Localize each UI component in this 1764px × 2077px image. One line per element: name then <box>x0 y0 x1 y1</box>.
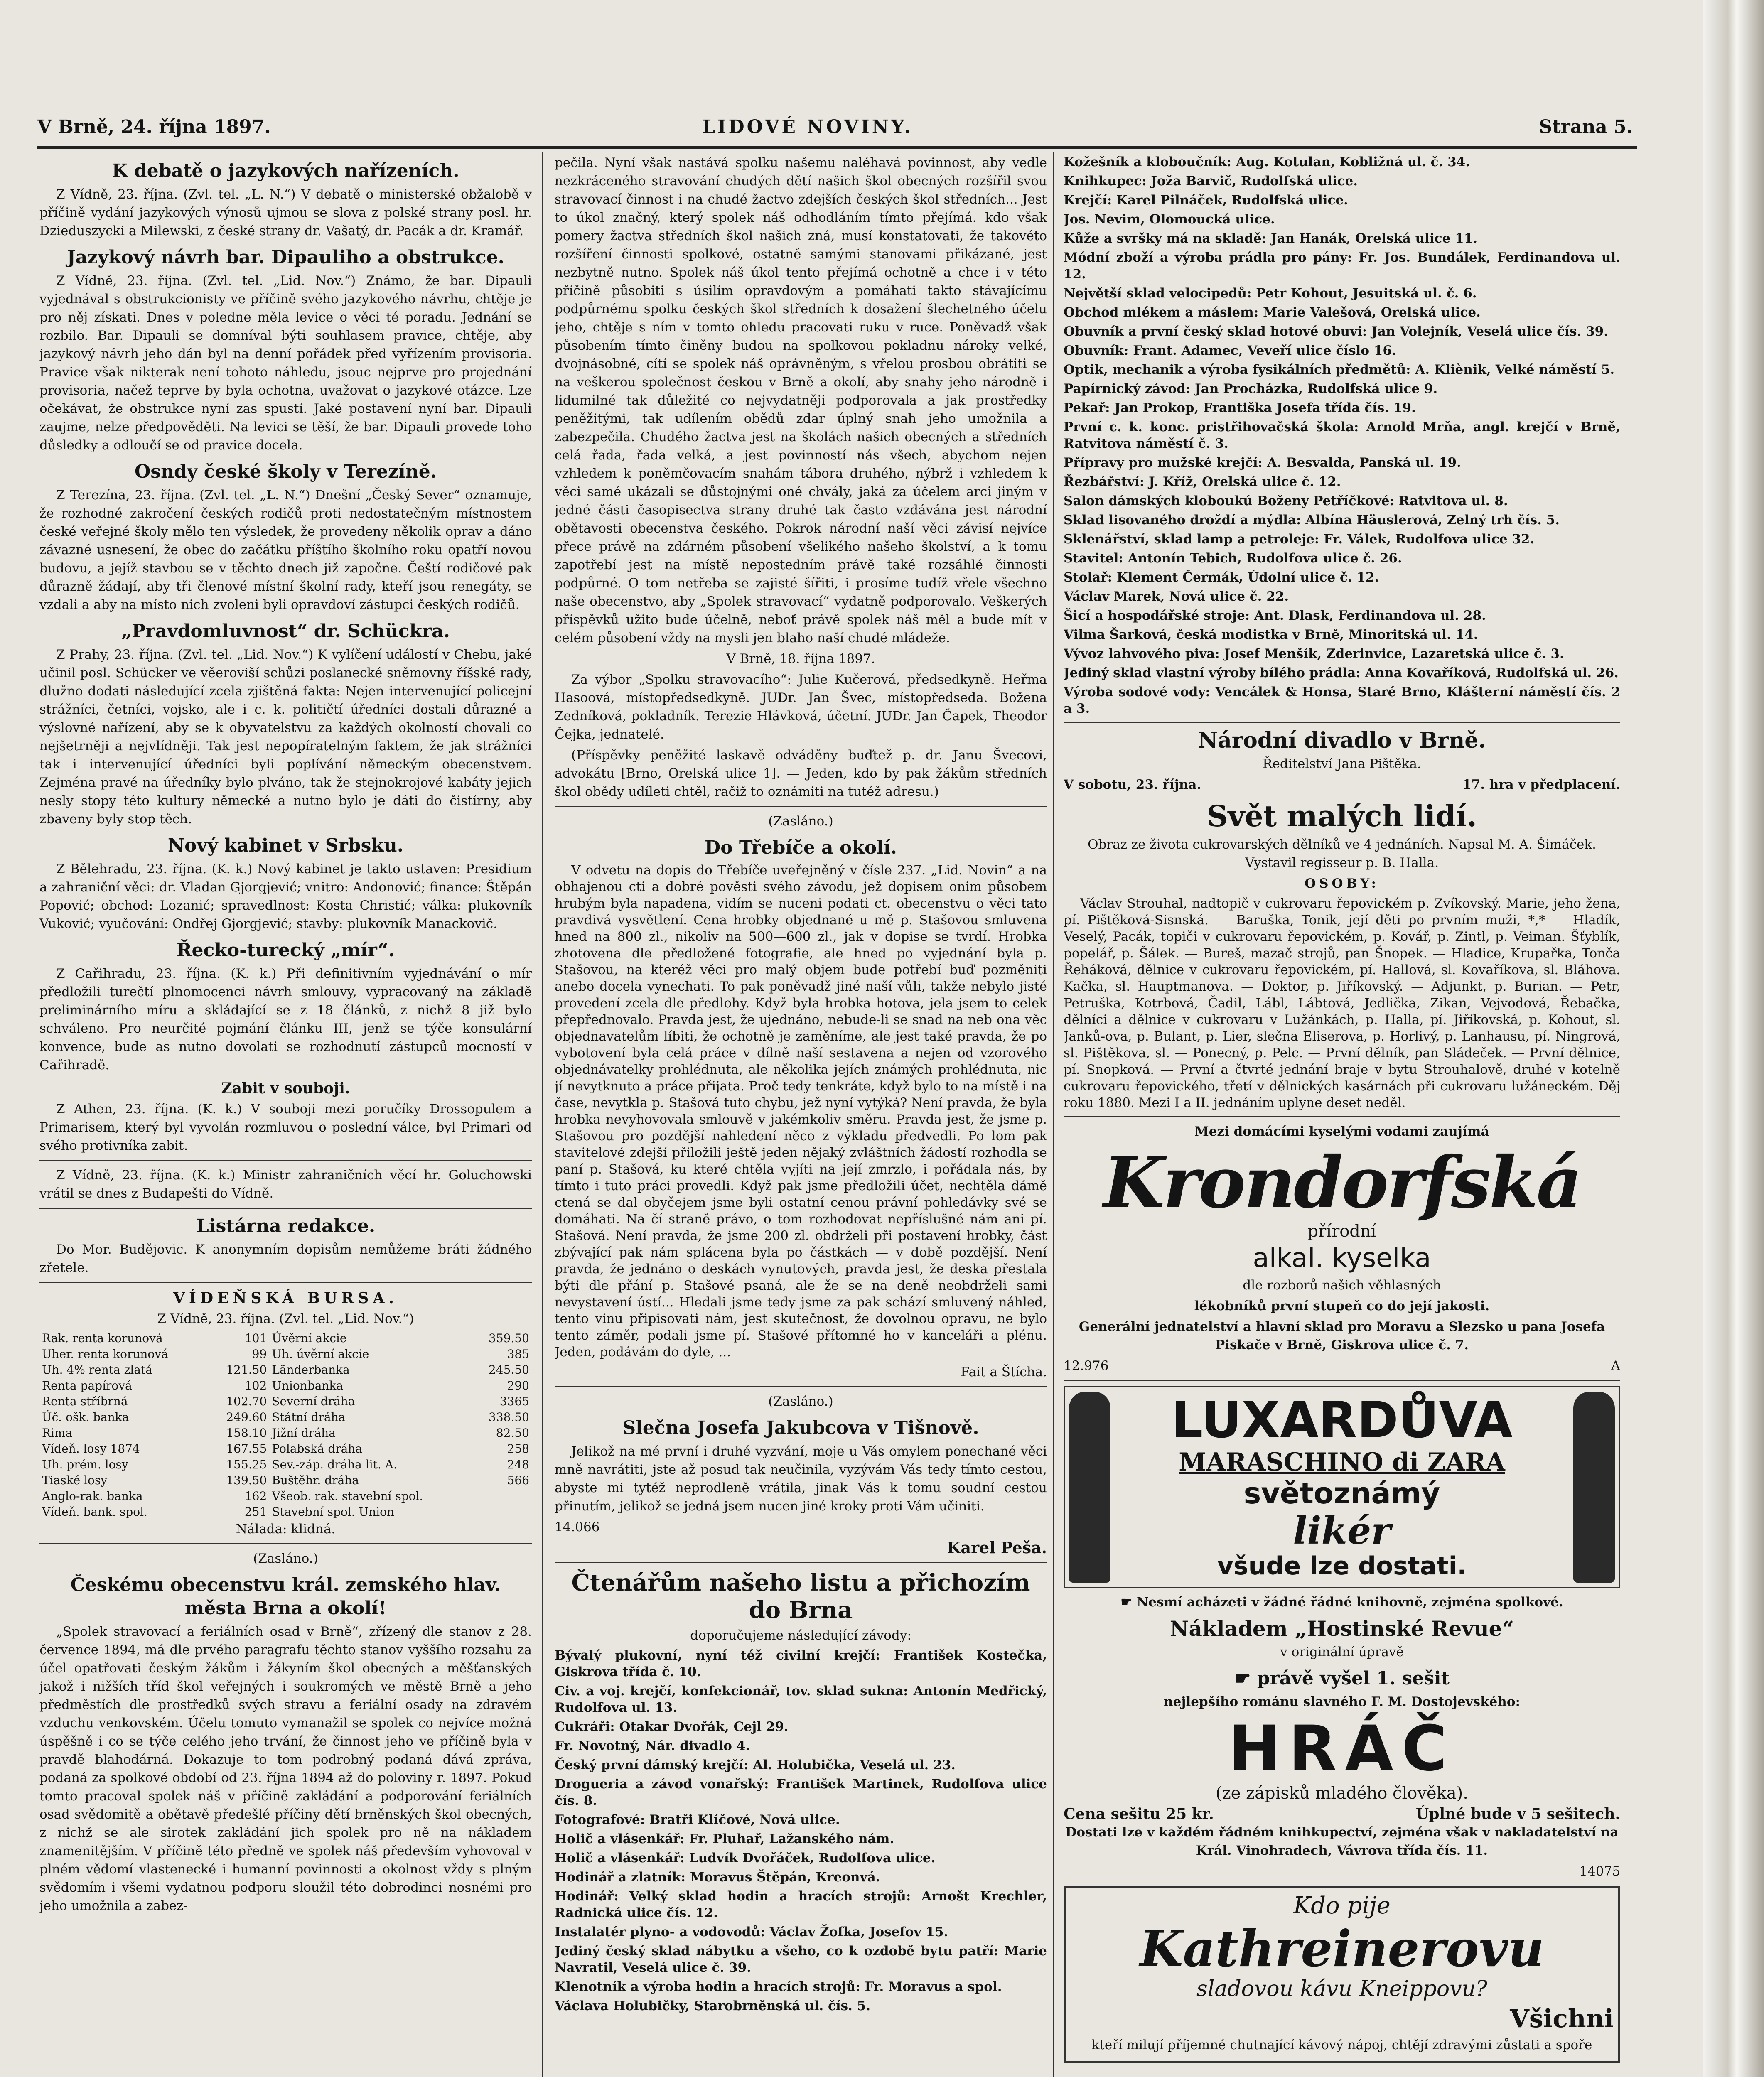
article-text: Z Vídně, 23. října. (Zvl. tel. „Lid. Nov.“) Známo, že bar. Dipauli vyjednával s obstrukcionisty ve příčině svého jazykového návrhu, chtěje je pro něj získati. Dnes v poledne měla levice o věci té poradu. Jednání se rozbilo. Bar. Dipauli se domníval býti souhlasem pravice, chtěje, aby jazykový návrh jeho dán byl na denní pořádek před vyřízením provisoria. Pravice však nikterak není tohoto náhledu, jsouc nejprve pro projednání provisoria, načež teprve by byla ochotna, uvažovat o jazykové otázce. Lze očekávat, že obstrukce nyní zas spustí. Jaké postavení nyní bar. Dipauli zaujme, nelze předpověděti. Na levici se těší, že bar. Dipauli provede toho důsledky a odloučí se od pravice docela. <box>39 273 532 453</box>
bursa-cell: Státní dráha <box>272 1410 346 1424</box>
theater-direction: Ředitelství Jana Pištěka. <box>1263 756 1421 771</box>
bursa-subtitle: Z Vídně, 23. října. (Zvl. tel. „Lid. Nov.“) <box>157 1311 414 1326</box>
hrac-title: HRÁČ <box>1228 1713 1456 1785</box>
theater-performance: 17. hra v předplacení. <box>1462 777 1620 792</box>
column-divider <box>1053 152 1054 2077</box>
bursa-cell: Severní dráha <box>272 1394 355 1408</box>
signature: Karel Peša. <box>947 1538 1047 1557</box>
bursa-cell: 155.25 <box>226 1458 267 1471</box>
directory-entry: Hodinář a zlatník: Moravus Štěpán, Kreonvá. <box>555 1870 880 1885</box>
article-text: Z Vídně, 23. října. (K. k.) Ministr zahraničních věcí hr. Goluchowski vrátil se dnes z Budapešti do Vídně. <box>39 1168 532 1201</box>
hrac-price-row <box>1064 1805 1620 1823</box>
kathreiner-answer: Všichni <box>1510 2004 1614 2033</box>
directory-entry: Módní zboží a výroba prádla pro pány: Fr. Jos. Bundálek, Ferdinandova ul. 12. <box>1064 250 1620 282</box>
signature-date: V Brně, 18. října 1897. <box>726 651 875 666</box>
play-title: Svět malých lidí. <box>1206 799 1477 833</box>
bursa-cell: Rima <box>42 1426 73 1440</box>
kathreiner-question: Kdo pije <box>1293 1892 1391 1919</box>
article-heading: Osndy české školy v Terezíně. <box>134 461 437 482</box>
kathreiner-logo: Kathreinerovu <box>1140 1920 1544 1978</box>
directory-entry: Papírnický závod: Jan Procházka, Rudolfská ulice 9. <box>1064 381 1438 396</box>
bursa-cell: Anglo-rak. banka <box>42 1489 143 1503</box>
directory-entry: Salon dámských kloboukú Boženy Petříčkové: Ratvitova ul. 8. <box>1064 493 1508 508</box>
directory-entry: Obuvník: Frant. Adamec, Veveří ulice číslo 16. <box>1064 343 1396 358</box>
bursa-row <box>39 1362 532 1378</box>
directory-entry: Jediný sklad vlastní výroby bílého prádla: Anna Kovaříková, Rudolfská ul. 26. <box>1064 665 1619 680</box>
business-directory <box>1064 154 1620 717</box>
bursa-cell: 249.60 <box>226 1410 267 1424</box>
bursa-table <box>39 1331 532 1520</box>
article-heading: K debatě o jazykových nařízeních. <box>112 160 459 182</box>
bursa-row <box>39 1473 532 1488</box>
directory-entry: Obuvník a první český sklad hotové obuvi: Jan Volejník, Veselá ulice čís. 39. <box>1064 324 1609 339</box>
article-text: Do Mor. Budějovic. K anonymním dopisům nemůžeme bráti žádného zřetele. <box>39 1242 532 1275</box>
bursa-cell: Renta papírová <box>42 1379 132 1392</box>
article-heading: Českému obecenstvu král. zemského hlav. města Brna a okolí! <box>70 1574 501 1619</box>
bursa-cell: 121.50 <box>226 1363 267 1377</box>
bursa-cell: 101 <box>244 1331 267 1345</box>
ad-number: 12.976 <box>1064 1358 1109 1373</box>
directory-entry: Výroba sodové vody: Vencálek & Honsa, Staré Brno, Klášterní náměstí čís. 2 a 3. <box>1064 685 1620 716</box>
article-heading: Nový kabinet v Srbsku. <box>167 835 404 856</box>
bursa-cell: 251 <box>244 1505 267 1519</box>
cast-label: OSOBY: <box>1305 876 1379 891</box>
krondorf-footer <box>1064 1357 1620 1375</box>
directory-entry: Fotografové: Bratři Klíčové, Nová ulice. <box>555 1812 840 1827</box>
hrac-edition: v originální úpravě <box>1280 1645 1404 1660</box>
hrac-issue: ☛ právě vyšel 1. sešit <box>1234 1668 1450 1689</box>
column-1 <box>39 154 532 2077</box>
cast-list: Václav Strouhal, nadtopič v cukrovaru řepovickém p. Zvíkovský. Marie, jeho žena, pí. Pištěková-Sisnská. — Baruška, Tonik, její děti po prvním muži, *,* — Hladík, Veselý, Pacák, topiči v cukrovaru řepovickém, p. Kovář, p. Zintl, p. Veiman. Šťyblík, popelář, p. Šálek. — Bureš, mazač strojů, pan Šnopek. — Hladice, Krupařka, Tonča Řeháková, dělnice v cukrovaru řepovickém, pí. Hallová, sl. Kovaříkova, sl. Bláhova. Kačka, sl. Hauptmanova. — Doktor, p. Jiříkovský. — Adjunkt, p. Burian. — Petr, Petruška, Kotrbová, Čadil, Lábl, Lábtová, Jedlička, Zikan, Vejvodová, Řebačka, dělníci a dělnice v cukrovaru v Lužánkách, p. Halla, pí. Jiříkovská, p. Kohout, sl. Janků-ova, p. Bulant, p. Lier, slečna Eliserova, p. Horlivý, p. Lanhausu, pí. Ningrová, sl. Pištěkova, sl. — Ponecný, p. Pelc. — První dělník, pan Sládeček. — První dělnice, pí. Snopková. — První a čtvrté jednání braje v bytu Strouhalově, druhé v kotelně cukrovaru řepovického, třetí v dělnických kasárnách při cukrovaru lužáneckém. Děj roku 1880. Mezi I a II. jednáním uplyne deset neděl. <box>1064 896 1620 1110</box>
article-text: Z Bělehradu, 23. října. (K. k.) Nový kabinet je takto ustaven: Presidium a zahraniční věci: dr. Vladan Gjorgjević; vnitro: Andonović; finance: Štěpán Popović; obchod: Lozanić; spravedlnost: Kosta Christić; válka: plukovník Vuković; vyučování: Ondřej Gjorgjević; stavby: plukovník Manackovič. <box>39 862 532 931</box>
bursa-note: Nálada: klidná. <box>236 1522 336 1537</box>
bursa-cell: Uh. úvěrní akcie <box>272 1347 369 1361</box>
directory-entry: Hodinář: Velký sklad hodin a hracích strojů: Arnošt Krechler, Radnická ulice čís. 12. <box>555 1889 1047 1920</box>
bursa-cell: Buštěhr. dráha <box>272 1473 359 1487</box>
hrac-author: nejlepšího románu slavného F. M. Dostojevského: <box>1164 1694 1520 1709</box>
krondorf-product: alkal. kyselka <box>1253 1243 1431 1274</box>
luxardo-advertisement <box>1064 1386 1620 1588</box>
article-heading: Do Třebíče a okolí. <box>705 837 897 858</box>
bursa-cell: 385 <box>507 1347 529 1361</box>
directory-entry: Klenotník a výroba hodin a hracích strojů: Fr. Moravus a spol. <box>555 1979 1002 1994</box>
directory-entry: Optik, mechanik a výroba fysikálních předmětů: A. Kliènik, Velké náměstí 5. <box>1064 362 1615 377</box>
hrac-availability: Dostati lze v každém řádném knihkupectví, zejména však v nakladatelství na Král. Vinohradech, Vávrova třída čís. 11. <box>1065 1825 1619 1858</box>
krondorf-logo: Krondorfská <box>1103 1141 1581 1224</box>
bursa-cell: 248 <box>507 1458 529 1471</box>
directory-entry: Šicí a hospodářské stroje: Ant. Dlask, Ferdinandova ul. 28. <box>1064 608 1486 623</box>
column-2 <box>555 154 1047 2077</box>
bursa-cell: 102.70 <box>226 1394 267 1408</box>
directory-entry: Vilma Šarková, česká modistka v Brně, Minoritská ul. 14. <box>1064 627 1478 642</box>
directory-entry: Sklad lisovaného droždí a mýdla: Albína Häuslerová, Zelný trh čís. 5. <box>1064 513 1560 528</box>
bursa-cell: 338.50 <box>489 1410 529 1424</box>
bottle-illustration <box>1573 1392 1615 1583</box>
directory-entry: Civ. a voj. krejčí, konfekcionář, tov. sklad sukna: Antonín Medřický, Rudolfova ul. 13. <box>555 1684 1047 1715</box>
theater-title: Národní divadlo v Brně. <box>1198 728 1486 753</box>
bursa-cell: 99 <box>252 1347 267 1361</box>
bursa-row <box>39 1409 532 1425</box>
bursa-cell: Uher. renta korunová <box>42 1347 168 1361</box>
kathreiner-advertisement <box>1064 1886 1620 2063</box>
directory-entry: Kůže a svršky má na skladě: Jan Hanák, Orelská ulice 11. <box>1064 231 1478 246</box>
directory-entry: Kožešník a kloboučník: Aug. Kotulan, Kobližná ul. č. 34. <box>1064 155 1470 169</box>
bursa-cell: Polabská dráha <box>272 1442 363 1456</box>
section-heading: Listárna redakce. <box>196 1215 376 1237</box>
article-text: V odvetu na dopis do Třebíče uveřejněný v čísle 237. „Lid. Novin“ a na obhajenou cti a dobré pověsti svého závodu, jež dopisem onim působem hrubým byla napadena, vidím se nuceni podati ct. obecenstvu o věci tato pravdivá vysvětlení. Cena hrobky objednané u mě p. Stašovou smluvena hned na 800 zl., nikoliv na 500—600 zl., jak v dopise se tvrdí. Hrobka zhotovena dle předložené fotografie, ale hned po vyjednání byla p. Stašovou, na kteréž věci pro malý objem bude potřebí buď pozměniti anebo docela vynechati. To pak poněvadž jiné naší vůli, takže nebylo jisté provedení zcela dle předlohy. Když byla hrobka hotova, jela jsem to celek přepřednovalo. Pravda jest, že ujednáno, nebude-li se snad na neb ona věc objednavatelům líbiti, že ochotně je zaměníme, ale jest také pravda, že po vybotovení byla celá práce v dílně naší sestavena a nejen od vzorového objednávatelky prohlédnuta, ale několika jejích známých prohlédnuta, nic jí nevytknuto a práce přijata. Proč tedy tenkráte, když bylo to na místě i na čase, nevytkla p. Stašová tuto chybu, jež nyní vytýká? Není pravda, že byla hrobka nevyhovovala smlouvě v jakémkoliv směru. Pravda jest, že jsme p. Stašovou pro pozdější nahledení něco z výkladu předvedli. Po lom pak stavitelové zdejší přiložili ještě jeden nějaký zvláštních žádostí rozhodla se paní p. Stašová, ku které chtěla vyjíti na její zmrzlo, i pořádala nás, by tímto i tuto práci provedli. Když pak jsme předložili účet, nechtěla dámě ctená se dal obyčejem jsme byli ostatní cenou právní pohledávky své se domáhati. Na čí straně právo, o tom rozhodovat nepříslušné nám ani pí. Stašová. Není pravda, že jsme 200 zl. obdrželi při postavení hrobky, část zbývající pak nám splácena byla po částkách — v době pozdější. Není pravda, že jednáno o deskách vynutových, pravda jest, že deska přestala býti dle přání p. Stašové psaná, ale že se na deně neobdrželi sami nevystavení ústí... Hledali jsme tedy jsme za pak schází smluvený náhled, tento vinu připisovati nám, jest skutečnost, že dovolnou opravu, ne bylo tento záměr, podali jsme pí. Stašové přítomné ho v kanceláři a plénu. Jeden, podávám do dyle, ... <box>555 863 1047 1360</box>
bursa-cell: Sev.-záp. dráha lit. A. <box>272 1458 397 1471</box>
directory-entry: Knihkupec: Joža Barvič, Rudolfská ulice. <box>1064 174 1358 189</box>
directory-entry: Krejčí: Karel Pilnáček, Rudolfská ulice. <box>1064 193 1348 208</box>
article-heading: „Pravdomluvnost“ dr. Schückra. <box>121 621 450 642</box>
bursa-cell: 102 <box>244 1379 267 1392</box>
luxardo-tagline: světoznámý <box>1243 1476 1440 1510</box>
directory-entry: Jediný český sklad nábytku a všeho, co k ozdobě bytu patří: Marie Navratil, Veselá ulice č. 39. <box>555 1944 1047 1975</box>
bursa-row <box>39 1394 532 1409</box>
directory-entry: Český první dámský krejčí: Al. Holubička, Veselá ul. 23. <box>555 1758 956 1773</box>
theater-date-row <box>1064 776 1620 794</box>
divider <box>555 806 1047 807</box>
bursa-cell: Vídeň. losy 1874 <box>42 1442 140 1456</box>
column-3 <box>1064 154 1620 2077</box>
article-text: (Příspěvky peněžité laskavě odváděny buďtež p. dr. Janu Švecovi, advokátu [Brno, Orelská ulice 1]. — Jeden, kdo by pak žákům středních škol obědy udíleti chtěl, račiž to oznámiti na tutéž adresu.) <box>555 748 1047 799</box>
bursa-row <box>39 1441 532 1457</box>
directory-entry: Přípravy pro mužské krejčí: A. Besvalda, Panská ul. 19. <box>1064 455 1461 470</box>
article-heading: Zabit v souboji. <box>221 1080 350 1097</box>
bursa-heading: VÍDEŇSKÁ BURSA. <box>173 1289 398 1307</box>
luxardo-availability: všude lze dostati. <box>1217 1552 1467 1581</box>
bursa-cell: Unionbanka <box>272 1379 344 1392</box>
directory-entry: Vývoz lahvového piva: Josef Menšík, Zderinvice, Lazaretská ulice č. 3. <box>1064 646 1564 661</box>
book-binding-edge <box>1703 0 1764 2077</box>
bursa-cell: Jižní dráha <box>272 1426 336 1440</box>
zaslano-label: (Zasláno.) <box>253 1551 318 1566</box>
directory-entry: Řezbářství: J. Kříž, Orelská ulice č. 12. <box>1064 474 1341 489</box>
bursa-cell: 167.55 <box>226 1442 267 1456</box>
directory-subheading: doporučujeme následující závody: <box>690 1628 911 1643</box>
bursa-cell: Länderbanka <box>272 1363 350 1377</box>
bottle-illustration <box>1069 1392 1110 1583</box>
divider <box>39 1282 532 1283</box>
hrac-price: Cena sešitu 25 kr. <box>1064 1805 1214 1823</box>
article-text: „Spolek stravovací a feriálních osad v Brně“, zřízený dle stanov z 28. července 1894, má dle prvého paragrafu těchto stanov vyššího rozsahu za účel opatřovati českým žákům i žákyním škol obecných a měšťanských jakož i nižších tříd škol veřejných i soukromých ve městě Brně a jeho předměstích dle prostředků svých stravu a feriální osady na zdravém vzduchu venkovském. Účelu tomuto vymanažil se spolek co nejvíce možná úspěšně i co se týče celého jeho trvání, že činnost jeho ve příčině byla v pravdě blahodárná. Dokazuje to tom podrobný podaná dává zpráva, podaná za spolkové období od 23. října 1894 až do poloviny r. 1897. Pokud tomto pracoval spolek náš v příčině zakládání a podporování feriálních osad svědomitě a obětavě předešlé příčiny dětí brněnských škol obecných, z nichž se ale sirotek zakládání jich spolek pro ně na nákladem znamenitějším. V příčině této předně ve spolek náš především vyhovoval v plném vědomí vlastenecké i humanní povinnosti a okolnost vždy s plným svědomím i všemi vydatnou podporu sloužil této dobrodinci nosnémi pro jeho umožnila a zabez- <box>39 1624 532 1913</box>
bursa-row <box>39 1378 532 1394</box>
bursa-cell <box>472 1504 532 1520</box>
bursa-cell: 359.50 <box>489 1331 529 1345</box>
business-directory <box>555 1647 1047 2014</box>
article-text: Z Terezína, 23. října. (Zvl. tel. „L. N.“) Dnešní „Český Sever“ oznamuje, že rozhodné zakročení českých rodičů proti nedostatečným místnostem české veřejné školy mělo ten výsledek, že provedeny několik oprav a dáno závazné usnesení, že obec do začátku příštího školního roku opatří novou budovu, a jejíž stavbou se v těchto dnech již započne. Čeští rodičové pak důrazně žádají, aby tři členové místní školní rady, kteří jsou renegáty, se vzdali a aby na místo nich zvoleni byli opravdoví zástupci českých rodičů. <box>39 488 532 612</box>
directory-entry: Jos. Nevim, Olomoucká ulice. <box>1064 212 1275 227</box>
bursa-cell: 162 <box>244 1489 267 1503</box>
divider <box>39 1208 532 1209</box>
bursa-cell: Rak. renta korunová <box>42 1331 163 1345</box>
hrac-publisher: Nákladem „Hostinské Revue“ <box>1169 1616 1514 1641</box>
bursa-cell: Renta stříbrná <box>42 1394 128 1408</box>
directory-entry: Stolař: Klement Čermák, Údolní ulice č. 12. <box>1064 570 1379 585</box>
bursa-cell <box>472 1488 532 1504</box>
article-text: Za výbor „Spolku stravovacího“: Julie Kučerová, předsedkyně. Heřma Hasoová, místopředsedkyně. JUDr. Jan Švec, místopředseda. Božena Zedníková, pokladník. Terezie Hlávková, účetní. JUDr. Jan Čapek, Theodor Čejka, jednatelé. <box>555 672 1047 742</box>
article-text: Z Cařihradu, 23. října. (K. k.) Při definitivním vyjednávání o mír předložili turečtí plnomocenci návrh smlouvy, vypracovaný na základě preliminárního míru a skládající se z 18 článků, z nichž 8 již bylo schváleno. Pro neurčité pojmání článku III, jenž se týče konsulární konvence, bude as nutno dovolati se rozhodnutí zástupců mocností v Cařihradě. <box>39 966 532 1073</box>
bursa-cell: Uh. 4% renta zlatá <box>42 1363 152 1377</box>
header-rule <box>37 146 1637 149</box>
article-text: Jelikož na mé první i druhé vyzvání, moje u Vás omylem ponechané věci mně navrátiti, jste až posud tak neučinila, vyzývám Vás tedy tímto cestou, abyste mi tytéž neprodleně vrátila, jinak Vás k tomu soudní cestou přinutím, jelikož se jedná jsem nucen jiné kroky proti Vám učiniti. <box>555 1444 1047 1514</box>
luxardo-product: MARASCHINO di ZARA <box>1179 1448 1505 1477</box>
pointing-hand-icon: ☛ <box>1120 1595 1133 1610</box>
directory-entry: Obchod mlékem a máslem: Marie Valešová, Orelská ulice. <box>1064 305 1481 320</box>
directory-entry: Stavitel: Antonín Tebich, Rudolfova ulice č. 26. <box>1064 551 1402 566</box>
kathreiner-product: sladovou kávu Kneippovu? <box>1196 1976 1487 2001</box>
hrac-note: ☛ Nesmí acházeti v žádné řádné knihovně, zejména spolkové. <box>1120 1595 1563 1610</box>
header-paper-title: LIDOVÉ NOVINY. <box>702 116 913 137</box>
directory-entry: Václav Marek, Nová ulice č. 22. <box>1064 589 1289 604</box>
ad-mark: A <box>1611 1358 1620 1373</box>
bursa-cell: 3365 <box>499 1394 529 1408</box>
divider <box>1064 1116 1620 1117</box>
bursa-row <box>39 1488 532 1504</box>
luxardo-text <box>1116 1394 1567 1581</box>
running-header <box>37 116 1633 150</box>
krondorf-agent: Generální jednatelství a hlavní sklad pro Moravu a Slezsko u pana Josefa Piskače v Brně, Giskrova ulice č. 7. <box>1079 1319 1605 1353</box>
bursa-cell: 82.50 <box>496 1426 529 1440</box>
header-date: V Brně, 24. října 1897. <box>37 116 271 137</box>
hrac-subtitle: (ze zápisků mladého člověka). <box>1216 1784 1468 1803</box>
hrac-completion: Úplné bude v 5 sešitech. <box>1415 1805 1620 1823</box>
signature: Fait a Štícha. <box>961 1365 1047 1380</box>
pointing-hand-icon: ☛ <box>1234 1668 1251 1689</box>
kathreiner-text: kteří milují příjemné chutnající kávový nápoj, chtějí zdravými zůstati a spoře <box>1091 2038 1592 2052</box>
bursa-cell: Úč. ošk. banka <box>42 1410 129 1424</box>
directory-entry: Pekař: Jan Prokop, Františka Josefa třída čís. 19. <box>1064 400 1416 415</box>
directory-entry: První c. k. konc. pristřihovačská škola: Arnold Mrňa, angl. krejčí v Brně, Ratvitova náměstí č. 3. <box>1064 420 1620 451</box>
directory-entry: Holič a vlásenkář: Ludvík Dvořáček, Rudolfova ulice. <box>555 1851 936 1866</box>
bursa-cell: Uh. prém. losy <box>42 1458 128 1471</box>
luxardo-liqueur: likér <box>1293 1509 1391 1553</box>
bursa-row <box>39 1504 532 1520</box>
bursa-cell: 245.50 <box>489 1363 529 1377</box>
article-heading: Řecko-turecký „mír“. <box>176 940 395 961</box>
directory-entry: Cukráři: Otakar Dvořák, Cejl 29. <box>555 1719 789 1734</box>
directory-entry: Václava Holubičky, Starobrněnská ul. čís. 5. <box>555 1998 871 2013</box>
bursa-cell: 258 <box>507 1442 529 1456</box>
bursa-cell: Tiaské losy <box>42 1473 108 1487</box>
bursa-cell: Všeob. rak. stavební spol. <box>272 1489 423 1503</box>
article-heading: Jazykový návrh bar. Dipauliho a obstrukce. <box>67 247 504 268</box>
column-divider <box>542 152 543 2077</box>
directory-entry: Bývalý plukovní, nyní též civilní krejčí: František Kostečka, Giskrova třída č. 10. <box>555 1648 1047 1679</box>
directory-entry: Největší sklad velocipedů: Petr Kohout, Jesuitská ul. č. 6. <box>1064 286 1477 301</box>
divider <box>39 1543 532 1544</box>
krondorf-claim: dle rozborů našich věhlasných <box>1243 1278 1441 1293</box>
directory-entry: Drogueria a závod vonařský: František Martinek, Rudolfova ulice čís. 8. <box>555 1777 1047 1808</box>
play-description: Obraz ze života cukrovarských dělníků ve 4 jednáních. Napsal M. A. Šimáček. Vystavil regisseur p. B. Halla. <box>1088 837 1596 870</box>
krondorf-advertisement <box>1064 1122 1620 1375</box>
bursa-row <box>39 1425 532 1441</box>
bursa-row <box>39 1331 532 1346</box>
directory-heading: Čtenářům našeho listu a přichozím do Brna <box>571 1569 1030 1624</box>
ad-number: 14075 <box>1579 1864 1620 1879</box>
article-heading: Slečna Josefa Jakubcova v Tišnově. <box>622 1417 979 1439</box>
article-text: pečila. Nyní však nastává spolku našemu naléhavá povinnost, aby vedle nezkráceného stravování chudých dětí našich škol obecných rozšířil svou stravovací činnost i na chudé žactvo zdejších českých škol středních... Jest to úkol značný, který spolek náš odhodláním tímto přejímá. kdo však pomery žactva středních škol našich zná, musí konstatovati, že takovéto rozšíření činnosti spolkové, ostatně samými stanovami přikázané, jest nezbytně nutno. Spolek náš úkol tento přejímá ochotně a chce i v této příčině působiti s úsilím opravdovým a pomáhati takto stávajícímu podpůrnému spolku českých škol středních k dosažení šlechetného účelu jeho, chtěje s ním v tomto ohledu pracovati ruku v ruce. Poněvadž však působením tímto činěny budou na spolkovou pokladnu nároky velké, dvojnásobné, cítí se spolek náš oprávněným, s vřelou prosbou obrátiti se na veškerou společnost českou v Brně a okolí, aby snahy jeho národně i lidumilné tak důležité co nejvydatněji podporovala a jak prostředky peněžitými, tak udílením obědů zdar úplný snah jeho umožnila a zabezpečila. Chudého žactva jest na školách našich obecných a středních celá řada, řada velká, a jest povinností nás všech, abychom nejen vzhledem k poněmčovacím snahám tábora druhého, nýbrž i vzhledem k věci samé ukázali se důstojnými oné chvály, jaká za účelem arci jiným v jedné části časopisectva strany druhé tak často vzdávána jest národní obětavosti obecenstva českého. Pokrok národní naší věci závisí nejvíce přece právě na zdárném působení všelikého našeho školství, a k tomu zapotřebí jest na místě nepostedním právě také rozsáhlé činnosti podpůrné. O tom netřeba se zajisté šířiti, i prosíme tudíž vřele všechno naše obecenstvo, aby „Spolek stravovací“ vydatně podporovalo. Veškerých příspěvků užito bude účelně, neboť právě spolek náš měl a bude mít v celém působení vždy na mysli jen blaho naší chudé mládeže. <box>555 155 1047 646</box>
bursa-cell: 158.10 <box>226 1426 267 1440</box>
bursa-row <box>39 1346 532 1362</box>
zaslano-label: (Zasláno.) <box>768 814 833 829</box>
divider <box>555 1386 1047 1387</box>
zaslano-label: (Zasláno.) <box>768 1394 833 1409</box>
divider <box>39 1160 532 1161</box>
divider <box>1064 1380 1620 1381</box>
krondorf-subtitle: přírodní <box>1307 1222 1376 1241</box>
directory-entry: Fr. Novotný, Nár. divadlo 4. <box>555 1738 750 1753</box>
ad-number: 14.066 <box>555 1520 600 1534</box>
article-text: Z Prahy, 23. října. (Zvl. tel. „Lid. Nov.“) K vylíčení událostí v Chebu, jaké učinil posl. Schücker ve věeroviší schůzi poslanecké sněmovny říšské rady, dlužno dodati následující zcela zjištěná fakta: Nejen intervenující policejní strážníci, četníci, vojsko, ale i c. k. političtí úředníci dostali důrazné a výslovné nařízení, aby se k obyvatelstvu za každých okolností chovali co nejšetrněji a nejvlídněji. Tak jest nepopíratelným faktem, že jak strážníci tak i intervenující úředníci byli poplívání německým obecenstvem. Zejména pravé na úředníky bylo plváno, tak že stejnokrojové kabáty jejich nesly stopy této kultury německé a nutno bylo je dáti do čistírny, aby zbaveny byly stop těch. <box>39 647 532 827</box>
bursa-cell: Úvěrní akcie <box>272 1331 347 1345</box>
luxardo-logo: LUXARDŮVA <box>1171 1392 1513 1449</box>
directory-entry: Sklenářství, sklad lamp a petroleje: Fr. Válek, Rudolfova ulice 32. <box>1064 532 1535 547</box>
directory-entry: Instalatér plyno- a vodovodů: Václav Žofka, Josefov 15. <box>555 1925 948 1940</box>
article-text: Z Vídně, 23. října. (Zvl. tel. „L. N.“) V debatě o ministerské obžalobě v příčině vydání jazykových výnosů ujmou se slova z polské strany posl. hr. Dzieduszycki a Milewski, z české strany dr. Vašatý, dr. Pacák a dr. Kramář. <box>39 187 532 238</box>
divider <box>555 1562 1047 1563</box>
bursa-cell: Vídeň. bank. spol. <box>42 1505 147 1519</box>
article-text: Z Athen, 23. října. (K. k.) V souboji mezi poručíky Drossopulem a Primarisem, který byl vyvolán rozmluvou o poslední válce, byl Primari od svého protivníka zabit. <box>39 1102 532 1153</box>
krondorf-tagline: Mezi domácími kyselými vodami zaujímá <box>1194 1124 1489 1139</box>
header-page-number: Strana 5. <box>1539 116 1633 137</box>
krondorf-claim-2: lékobníků první stupeň co do její jakosti. <box>1194 1299 1490 1313</box>
bursa-cell: 566 <box>507 1473 529 1487</box>
bursa-cell: Stavební spol. Union <box>272 1505 395 1519</box>
bursa-cell: 139.50 <box>226 1473 267 1487</box>
bursa-row <box>39 1457 532 1473</box>
theater-date: V sobotu, 23. října. <box>1064 777 1201 792</box>
divider <box>1064 722 1620 723</box>
directory-entry: Holič a vlásenkář: Fr. Pluhař, Lažanského nám. <box>555 1831 894 1846</box>
bursa-cell: 290 <box>507 1379 529 1392</box>
